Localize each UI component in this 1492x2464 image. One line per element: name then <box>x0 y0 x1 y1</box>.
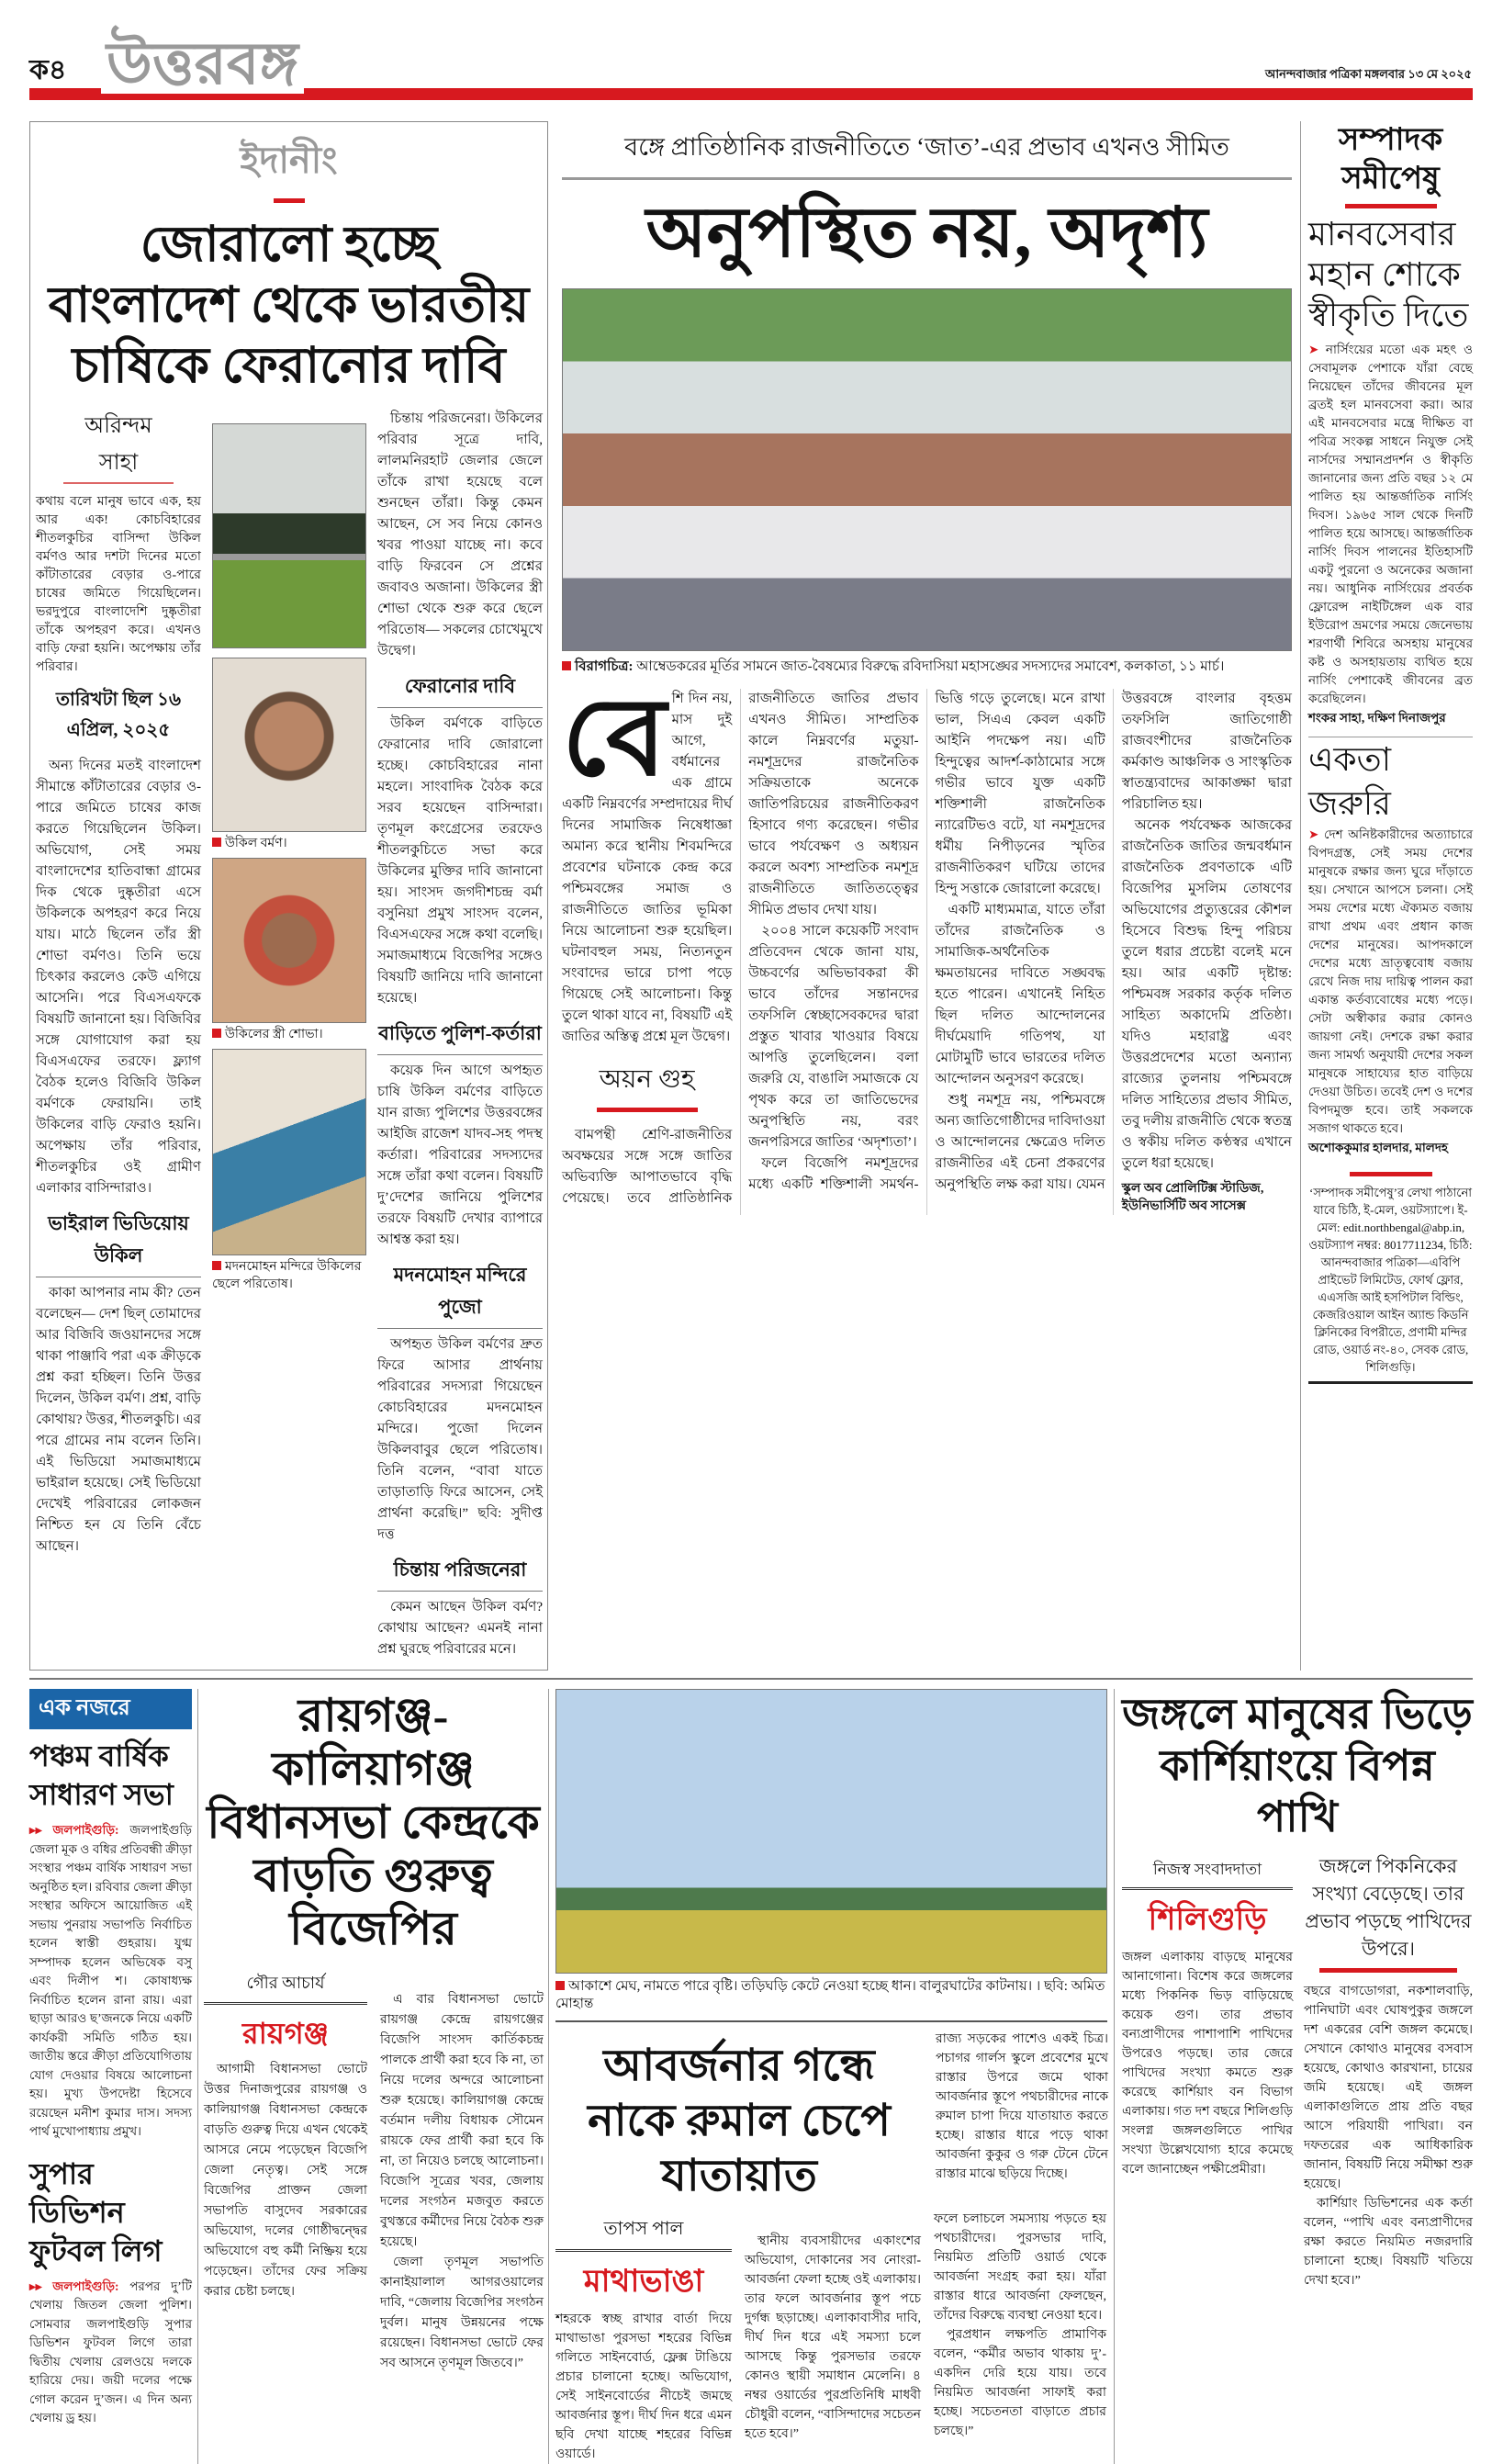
dateline-location: ▸▸ জলপাইগুড়ি: <box>29 2278 119 2293</box>
photo-caption: উকিলের স্ত্রী শোভা। <box>212 1026 366 1043</box>
headline: রায়গঞ্জ-কালিয়াগঞ্জ বিধানসভা কেন্দ্রকে বাড়তি গুরুত্ব বিজেপির <box>207 1690 540 1954</box>
paragraph: ২০০৪ সালে কয়েকটি সংবাদ প্রতিবেদন থেকে জানা যায়, উচ্চবর্ণের অভিভাবকরা কী ভাবে তাঁদের সন্তানদের তফসিলি স্বেচ্ছাসেবকদের দ্বারা প্রস্তুত খাবার খাওয়ার বিষয়ে আপত্তি তুলেছিলেন। বলা জরুরি যে, বাঙালি সমাজকে যে পৃথক করে তা জাতিভেদের অনুপস্থিতি নয়, বরং জনপরিসরে জাতির ‘অদৃশ্যতা’। <box>748 924 919 1150</box>
arrow-icon: ➤ <box>1308 827 1325 841</box>
paragraph: রাজ্য সড়কের পাশেও একই চিত্র। পচাগর গার্লস স্কুলে প্রবেশের মুখে রাস্তার উপরে জমে থাকা আবর্জনার স্তূপে পথচারীদের নাকে রুমাল চাপা দিয়ে যাতায়াত করতে হচ্ছে। রাস্তার ধারে পড়ে থাকা আবর্জনা কুকুর ও গরু টেনে টেনে রাস্তার মাঝে ছড়িয়ে দিচ্ছে। <box>936 2032 1108 2181</box>
wife-photo <box>212 858 366 1023</box>
left-column <box>36 409 201 1660</box>
birds-article <box>1115 1689 1473 2464</box>
paragraph: কয়েক দিন আগে অপহৃত চাষি উকিল বর্মণের বাড়িতে যান রাজ্য পুলিশের উত্তরবঙ্গের আইজি রাজেশ যাদব-সহ পদস্থ কর্তারা। পরিবারের সদস্যদের সঙ্গে তাঁরা কথা বলেন। বিষয়টি দু’দেশের জানিয়ে পুলিশের তরফে বিষয়টি দেখার ব্যাপারে আশ্বস্ত করা হয়। <box>377 1063 543 1247</box>
paragraph: একটি মাধ্যমমাত্র, যাতে তাঁরা তাঁদের রাজনৈতিক ও সামাজিক-অর্থনৈতিক ক্ষমতায়নের দাবিতে সঙ্ঘবদ্ধ হতে পারেন। এখানেই নিহিত ছিল দলিত আন্দোলনের দীর্ঘমেয়াদি গতিপথ, যা মোটামুটি ভাবে ভারতের দলিত আন্দোলন অনুসরণ করেছে। <box>935 903 1105 1086</box>
headline: আবর্জনার গন্ধে নাকে রুমাল চেপে যাতায়াত <box>588 2042 891 2200</box>
paragraph: এ বার বিধানসভা ভোটে রায়গঞ্জ কেন্দ্রে রায়গঞ্জের বিজেপি সাংসদ কার্তিকচন্দ্র পালকে প্রার্থী করা হবে কি না, তা নিয়ে দলের অন্দরে আলোচনা শুরু হয়েছে। কালিয়াগঞ্জ কেন্দ্রে বর্তমান দলীয় বিধায়ক সৌমেন রায়কে ফের প্রার্থী করা হবে কি না, তা নিয়েও চলছে আলোচনা। বিজেপি সূত্রের খবর, জেলায় দলের সংগঠন মজবুত করতে বুথস্তরে কর্মীদের নিয়ে বৈঠক শুরু হয়েছে। <box>380 1993 544 2249</box>
photo-caption: আকাশে মেঘ, নামতে পারে বৃষ্টি। তড়িঘড়ি কেটে নেওয়া হচ্ছে ধান। বালুরঘাটের কাটনায়। । ছবি: অমিত মোহান্ত <box>555 1979 1105 2011</box>
place: রায়গঞ্জ <box>241 2017 330 2050</box>
top-section <box>29 121 1473 1671</box>
paragraph: কার্শিয়াং ডিভিশনের এক কর্তা বলেন, “পাখি এবং বন্যপ্রাণীদের রক্ষা করতে নিয়মিত নজরদারি চালানো হচ্ছে। বিষয়টি খতিয়ে দেখা হবে।” <box>1304 2197 1473 2288</box>
submission-info: ‘সম্পাদক সমীপেষু’র লেখা পাঠানো যাবে চিঠি, ই-মেল, ওয়টস্যাপে। ই-মেল: edit.northbengal@abp.in, ওয়টস্যাপ নম্বর: 8017711234, চিঠি: আনন্দবাজার পত্রিকা—এবিপি প্রাইভেট লিমিটেড, ফোর্থ ফ্লোর, এএসজি আই হসপিটাল বিল্ডিং, কেজরিওয়াল আইন অ্যান্ড কিডনি ক্লিনিকের বিপরীতে, প্রণামী মন্দির রোড, ওয়ার্ড নং-৪০, সেবক রোড, শিলিগুড়ি। <box>1308 1184 1473 1384</box>
page-body <box>29 121 1473 2464</box>
section-divider <box>29 1678 1473 1680</box>
divider <box>555 2020 1107 2022</box>
section-label: ইদানীং <box>240 140 338 181</box>
page-number: ক৪ <box>29 55 67 85</box>
letter-title: একতা জরুরি <box>1308 737 1473 826</box>
subhead: চিন্তায় পরিজনেরা <box>377 1555 543 1592</box>
place: শিলিগুড়ি <box>1148 1903 1267 1937</box>
paragraph: উকিল বর্মণকে বাড়িতে ফেরানোর দাবি জোরালো হচ্ছে। কোচবিহারের নানা মহলে। সাংবাদিক বৈঠক করে সরব হয়েছেন বাসিন্দারা। তৃণমূল কংগ্রেসের তরফেও শীতলকুচিতে সভা করে উকিলের মুক্তির দাবি জানানো হয়। সাংসদ জগদীশচন্দ্র বর্মা বসুনিয়া প্রমুখ সাংসদ বলেন, বিএসএফের সঙ্গে কথা বলেছি। সমাজমাধ্যমে বিজেপির সঙ্গেও বিষয়টি জানিয়ে দাবি জানানো হয়েছে। <box>377 716 543 1006</box>
intro: কথায় বলে মানুষ ভাবে এক, হয় আর এক! কোচবিহারের শীতলকুচির বাসিন্দা উকিল বর্মণও আর দশটা দিনের মতো কাঁটাতারের বেড়ার ও-পারে চাষের জমিতে গিয়েছিলেন। ভরদুপুরে বাংলাদেশি দুষ্কৃতীরা তাঁকে অপহরণ করে। এখনও বাড়ি ফেরা হয়নি। অপেক্ষায় তাঁর পরিবার। <box>36 495 201 674</box>
article-body <box>562 678 1292 1215</box>
subhead: ভাইরাল ভিডিয়োয় উকিল <box>36 1209 201 1277</box>
photo-and-garbage <box>549 1689 1115 2464</box>
idanin-article <box>29 121 548 1671</box>
place: মাথাভাঙা <box>583 2265 704 2299</box>
paragraph: ফলে চলাচলে সমস্যায় পড়তে হয় পথচারীদের। পুরসভার দাবি, নিয়মিত প্রতিটি ওয়ার্ড থেকে আবর্জনা সংগ্রহ করা হয়। যাঁরা রাস্তার ধারে আবর্জনা ফেলছেন, তাঁদের বিরুদ্ধে ব্যবস্থা নেওয়া হবে। <box>934 2212 1106 2323</box>
brief-headline: পঞ্চম বার্ষিক সাধারণ সভা <box>29 1739 174 1811</box>
letter-signature: অশোককুমার হালদার, মালদহ <box>1308 1141 1449 1154</box>
paragraph: আগামী বিধানসভা ভোটে উত্তর দিনাজপুরের রায়গঞ্জ ও কালিয়াগঞ্জ বিধানসভা কেন্দ্রকে বাড়তি গুরুত্ব দিয়ে এখন থেকেই আসরে নেমে পড়েছেন বিজেপি জেলা নেতৃত্ব। সেই সঙ্গে বিজেপির প্রাক্তন জেলা সভাপতি বাসুদেব সরকারের অভিযোগ, দলের গোষ্ঠীদ্বন্দ্বের অভিযোগে বহু কর্মী নিষ্ক্রিয় হয়ে পড়েছেন। তাঁদের ফের সক্রিয় করার চেষ্টা চলছে। <box>204 2063 367 2299</box>
garbage-article <box>555 2030 1107 2464</box>
byline: তাপস পাল <box>555 2215 732 2252</box>
arrow-icon: ➤ <box>1308 343 1326 356</box>
ukil-barman-photo <box>212 658 366 832</box>
raiganj-article <box>198 1689 549 2464</box>
letter-signature: শংকর সাহা, দক্ষিণ দিনাজপুর <box>1308 711 1446 725</box>
rally-photo <box>562 288 1292 651</box>
byline: নিজস্ব সংবাদদাতা <box>1122 1858 1293 1890</box>
dateline-location: ▸▸ জলপাইগুড়ি: <box>29 1823 119 1837</box>
author-credit: স্কুল অব প্রোলিটিক্স স্টাডিজ, ইউনিভার্সিটি অব সাসেক্স <box>1121 1182 1264 1213</box>
pull-quote: জঙ্গলে পিকনিকের সংখ্যা বেড়েছে। তার প্রভাব পড়ছে পাখিদের উপরে। <box>1305 1855 1472 1960</box>
photo-caption: উকিল বর্মণ। <box>212 835 366 852</box>
letter-body: দেশ অনিষ্টকারীদের অত্যাচারে বিপদগ্রস্ত, সেই সময় দেশের মানুষকে রক্ষার জন্য ঘুরে দাঁড়াতে হয়। সেখানে আপসে চলনা। সেই সময় দেশের মধ্যে ঐক্যমত বজায় রাখা প্রথম এবং প্রধান কাজ দেশের মানুষের। আপদকালে দেশের মধ্যে ভ্রাতৃত্ববোধ বজায় রেখে নিজ দায় দায়িত্ব পালন করা একান্ত কর্তব্যবোধের মধ্যে পড়ে। সেটা অস্বীকার করার কোনও জায়গা নেই। দেশকে রক্ষা করার জন্য সামর্থ্য অনুযায়ী দেশের সকল মানুষকে সাহায্যের হাত বাড়িয়ে দেওয়া উচিত। তবেই দেশ ও দশের বিপদমুক্ত হবে। তাই সকলকে সজাগ থাকতে হবে। <box>1308 827 1474 1135</box>
headline: অনুপস্থিত নয়, অদৃশ্য <box>645 195 1208 272</box>
paragraph: স্থানীয় ব্যবসায়ীদের একাংশের অভিযোগ, দোকানের সব নোংরা-আবর্জনা ফেলা হচ্ছে ওই এলাকায়। তার ফলে আবর্জনার স্তূপ পচে দুর্গন্ধ ছড়াচ্ছে। এলাকাবাসীর দাবি, দীর্ঘ দিন ধরে এই সমস্যা চলে আসছে কিন্তু পুরসভার তরফে কোনও স্থায়ী সমাধান মেলেনি। ৪ নম্বর ওয়ার্ডের পুরপ্রতিনিধি মাধবী চৌধুরী বলেন, “বাসিন্দাদের সচেতন হতে হবে।” <box>745 2234 921 2441</box>
headline: জঙ্গলে মানুষের ভিড়ে কার্শিয়াংয়ে বিপন্ন পাখি <box>1122 1691 1473 1840</box>
subhead: মদনমোহন মন্দিরে পুজো <box>377 1260 543 1329</box>
paragraph: জঙ্গল এলাকায় বাড়ছে মানুষের আনাগোনা। বিশেষ করে জঙ্গলের মধ্যে পিকনিক ভিড় বাড়িয়েছে কয়েক গুণ। তার প্রভাব বন্যপ্রাণীদের পাশাপাশি পাখিদের উপরেও পড়ছে। তার জেরে পাখিদের সংখ্যা কমতে শুরু করেছে কার্শিয়াং বন বিভাগ এলাকায়। গত দশ বছরে শিলিগুড়ি সংলগ্ন জঙ্গলগুলিতে পাখির সংখ্যা উল্লেখযোগ্য হারে কমেছে বলে জানাচ্ছেন পক্ষীপ্রেমীরা। <box>1122 1951 1293 2177</box>
headline: জোরালো হচ্ছে বাংলাদেশ থেকে ভারতীয় চাষিকে ফেরানোর দাবি <box>48 217 530 393</box>
photo-caption: মদনমোহন মন্দিরে উকিলের ছেলে পরিতোষ। <box>212 1260 362 1291</box>
briefs-column <box>29 1689 198 2464</box>
bottom-section <box>29 1689 1473 2464</box>
paragraph: চিন্তায় পরিজনেরা। উকিলের পরিবার সূত্রে দাবি, লালমনিরহাট জেলার জেলে তাঁকে রাখা হয়েছে বলে শুনছেন তাঁরা। কিন্তু কেমন আছেন, সে সব নিয়ে কোনও খবর পাওয়া যাচ্ছে না। কবে বাড়ি ফিরবেন সে প্রশ্নের জবাবও অজানা। উকিলের স্ত্রী শোভা থেকে শুরু করে ছেলে পরিতোষ— সকলের চোখেমুখে উদ্বেগ। <box>377 411 543 658</box>
brief-headline: সুপার ডিভিশন ফুটবল লিগ <box>29 2156 163 2267</box>
section-label: এক নজরে <box>29 1689 192 1729</box>
section-logo: উত্তরবঙ্গ <box>101 35 304 94</box>
byline: গৌর আচার্য <box>204 1970 367 2005</box>
dateline: আনন্দবাজার পত্রিকা মঙ্গলবার ১৩ মে ২০২৫ <box>1265 67 1472 81</box>
letter-title: মানবসেবার মহান শোকে স্বীকৃতি দিতে <box>1308 216 1469 333</box>
paddy-harvest-photo <box>555 1689 1107 1974</box>
right-column <box>377 409 543 1660</box>
paragraph: শি দিন নয়, মাস দুই আগে, বর্ধমানের এক গ্রামে একটি নিম্নবর্ণের সম্প্রদায়ের দীর্ঘ দিনের সামাজিক নিষেধাজ্ঞা অমান্য করে স্থানীয় শিবমন্দিরে প্রবেশের ঘটনাকে কেন্দ্র করে পশ্চিমবঙ্গের সমাজ ও রাজনীতিতে জাতির ভূমিকা নিয়ে আলোচনা শুরু হয়েছিল। ঘটনাবহুল সময়, নিত্যনতুন সংবাদের ভারে চাপা পড়ে গিয়েছে সেই আলোচনা। কিন্তু তুলে থাকা যাবে না, বিষয়টি এই জাতির অস্তিত্ব প্রশ্নে মূল উদ্বেগ। <box>562 692 733 1044</box>
photo-caption: বিরাগচিত্র: আম্বেডকরের মূর্তির সামনে জাত-বৈষম্যের বিরুদ্ধে রবিদাসিয়া মহাসঙ্ঘের সদস্যদের সমাবেশ, কলকাতা, ১১ মার্চ। <box>562 658 1292 676</box>
article-columns <box>30 401 547 1660</box>
paragraph: অন্য দিনের মতই বাংলাদেশ সীমান্তে কাঁটাতারের বেড়ার ও-পারে জমিতে চাষের কাজ করতে গিয়েছিলেন উকিল। অভিযোগ, সেই সময় বাংলাদেশের হাতিবান্ধা গ্রামের দিক থেকে দুষ্কৃতীরা এসে উকিলকে অপহরণ করে নিয়ে যায়। মাঠে ছিলেন তাঁর স্ত্রী শোভা বর্মণও। তিনি ভয়ে চিৎকার করলেও কেউ এগিয়ে আসেনি। পরে বিএসএফকে বিষয়টি জানানো হয়। বিজিবির সঙ্গে যোগাযোগ করা হয় বিএসএফের তরফে। ফ্ল্যাগ বৈঠক হলেও বিজিবি উকিল বর্মণকে ফেরায়নি। তাই উকিলের বাড়ি ফেরাও হয়নি। অপেক্ষায় তাঁর পরিবার, শীতলকুচির ওই গ্রামীণ এলাকার বাসিন্দারাও। <box>36 759 201 1196</box>
byline: অয়ন গুহ <box>599 1065 695 1094</box>
border-fence-photo <box>212 423 366 648</box>
main-article <box>562 121 1292 1671</box>
brief-body: জলপাইগুড়ি জেলা মূক ও বধির প্রতিবন্ধী ক্রীড়া সংস্থার পঞ্চম বার্ষিক সাধারণ সভা অনুষ্ঠিত হল। রবিবার জেলা ক্রীড়া সংস্থার অফিসে আয়োজিত এই সভায় পুনরায় সভাপতি নির্বাচিত হলেন স্বাস্তী গুহরায়। যুগ্ম সম্পাদক হলেন অভিষেক বসু এবং দিলীপ শ। কোষাধ্যক্ষ নির্বাচিত হলেন রানা রায়। এরা ছাড়া আরও ছ’জনকে নিয়ে একটি কার্যকরী সমিতি গঠিত হয়। জাতীয় স্তরে ক্রীড়া প্রতিযোগিতায় যোগ দেওয়ার বিষয়ে আলোচনা হয়। মুখ্য উপদেষ্টা হিসেবে রয়েছেন মনীশ কুমার দাস। সদস্য পার্থ মুখোপাধ্যায় প্রমুখ। <box>29 1823 192 2138</box>
subhead: বাড়িতে পুলিশ-কর্তারা <box>377 1018 543 1055</box>
paragraph: বামপন্থী শ্রেণি-রাজনীতির অবক্ষয়ের সঙ্গে সঙ্গে জাতির অভিব্যক্তি আপাতভাবে বৃদ্ধি পেয়েছে। তবে প্রাতিষ্ঠানিক রাজনীতিতে জাতির প্রভাব এখনও সীমিত। সাম্প্রতিক কালে নিম্নবর্ণের মতুয়া-নমশূদ্রদের রাজনৈতিক সক্রিয়তাকে অনেকে জাতিপরিচয়ের রাজনীতিকরণ হিসাবে গণ্য করেছেন। গভীর ভাবে পর্যবেক্ষণ ও অধ্যয়ন করলে অবশ্য সাম্প্রতিক নমশূদ্র রাজনীতিতে জাতিতত্ত্বের সীমিত প্রভাব দেখা যায়। <box>562 692 919 1206</box>
paragraph: বছরে বাগডোগরা, নকশালবাড়ি, পানিঘাটা এবং ঘোষপুকুর জঙ্গলে দশ একরের বেশি জঙ্গল কমেছে। সেখানে কোথাও মানুষের বসবাস হয়েছে, কোথাও কারখানা, চায়ের জমি হয়েছে। এই জঙ্গল এলাকাগুলিতে প্রায় প্রতি বছর আসে পরিযায়ী পাখিরা। বন দফতরের এক আধিকারিক জানান, বিষয়টি নিয়ে সমীক্ষা শুরু হয়েছে। <box>1304 1985 1473 2191</box>
photo-column <box>212 409 366 1660</box>
paragraph: শহরকে স্বচ্ছ রাখার বার্তা দিয়ে মাথাভাঙা পুরসভা শহরের বিভিন্ন গলিতে সাইনবোর্ড, ফ্লেক্স টাঙিয়ে প্রচার চালানো হচ্ছে। অভিযোগ, সেই সাইনবোর্ডের নীচেই জমছে আবর্জনার স্তূপ। দীর্ঘ দিন ধরে এমন ছবি দেখা যাচ্ছে শহরের বিভিন্ন ওয়ার্ডে। <box>555 2312 732 2461</box>
paragraph: কেমন আছেন উকিল বর্মণ? কোথায় আছেন? এমনই নানা প্রশ্ন ঘুরছে পরিবারের মনে। <box>377 1600 543 1657</box>
paragraph: অপহৃত উকিল বর্মণের দ্রুত ফিরে আসার প্রার্থনায় পরিবারের সদস্যরা গিয়েছেন কোচবিহারের মদনমোহন মন্দিরে। পুজো দিলেন উকিলবাবুর ছেলে পরিতোষ। তিনি বলেন, “বাবা যাতে তাড়াতাড়ি ফিরে আসেন, সেই প্রার্থনা করেছি।” ছবি: সুদীপ্ত দত্ত <box>377 1337 543 1542</box>
section-title: সম্পাদক সমীপেষু <box>1338 123 1443 196</box>
paragraph: শুধু নমশূদ্র নয়, পশ্চিমবঙ্গে অন্য জাতিগোষ্ঠীদের দাবিদাওয়া ও আন্দোলনের ক্ষেত্রেও দলিত রাজনীতির এই চেনা প্রকরণের অনুপস্থিতি লক্ষ করা যায়। যেমন উত্তরবঙ্গে বাংলার বৃহত্তম তফসিলি জাতিগোষ্ঠী রাজবংশীদের রাজনৈতিক কর্মকাণ্ড আঞ্চলিক ও সাংস্কৃতিক স্বাতন্ত্র্যবাদের আকাঙ্ক্ষা দ্বারা পরিচালিত হয়। <box>935 692 1292 1192</box>
paragraph: জেলা তৃণমূল সভাপতি কানাইয়ালাল আগরওয়ালের দাবি, “জেলায় বিজেপির সংগঠন দুর্বল। মানুষ উন্নয়নের পক্ষে রয়েছেন। বিধানসভা ভোটে ফের সব আসনে তৃণমূল জিতবে।” <box>380 2256 544 2370</box>
letter-body: নার্সিংয়ের মতো এক মহৎ ও সেবামূলক পেশাকে যাঁরা বেছে নিয়েছেন তাঁদের জীবনের মূল ব্রতই হল মানবসেবা করা। আর এই মানবসেবার মন্ত্রে দীক্ষিত বা পবিত্র সংকল্প সাধনে নিযুক্ত সেই নার্সদের সম্মানপ্রদর্শন ও স্বীকৃতি জানানোর জন্য প্রতি বছর ১২ মে পালিত হয় আন্তর্জাতিক নার্সিং দিবস। ১৯৬৫ সাল থেকে দিনটি পালিত হয়ে আসছে। আন্তর্জাতিক নার্সিং দিবস পালনের ইতিহাসটি একটু পুরনো ও অনেকের অজানা নয়। আধুনিক নার্সিংয়ের প্রবর্তক ফ্লোরেন্স নাইটিঙ্গেল এক বার ইউরোপ ভ্রমণের সময়ে জেনেভায় শরণার্থী শিবিরে অসহায় মানুষের কষ্ট ও অসহায়তায় ব্যথিত হয়ে নার্সিং পেশাকেই জীবনের ব্রত করেছিলেন। <box>1308 343 1473 705</box>
paragraph: পুরপ্রধান লক্ষপতি প্রামাণিক বলেন, “কর্মীর অভাব থাকায় দু’-একদিন দেরি হয়ে যায়। তবে নিয়মিত আবর্জনা সাফাই করা হচ্ছে। সচেতনতা বাড়াতে প্রচার চলছে।” <box>934 2328 1106 2438</box>
letters-column <box>1300 121 1473 1671</box>
subhead: ফেরানোর দাবি <box>377 671 543 708</box>
paragraph: অনেক পর্যবেক্ষক আজকের রাজনৈতিক জাতির জন্মবর্ধমান রাজনৈতিক প্রবণতাকে এটি বিজেপির মুসলিম তোষণের অভিযোগের প্রত্যুত্তরের কৌশল হিসেবে বিশুদ্ধ হিন্দু পরিচয় তুলে ধরার প্রচেষ্টা বলেই মনে হয়। আর একটি দৃষ্টান্ত: পশ্চিমবঙ্গ সরকার কর্তৃক দলিত সাহিত্য অকাদেমি প্রতিষ্ঠা। যদিও মহারাষ্ট্র এবং উত্তরপ্রদেশের মতো অন্যান্য রাজ্যের তুলনায় পশ্চিমবঙ্গে দলিত সাহিত্যের প্রভাব সীমিত, তবু দলীয় রাজনীতি থেকে স্বতন্ত্র ও স্বকীয় দলিত কণ্ঠস্বর এখানে তুলে ধরা হয়েছে। <box>1121 818 1292 1171</box>
drop-cap: বে <box>562 678 667 798</box>
temple-photo <box>212 1049 366 1255</box>
subhead: তারিখটা ছিল ১৬ এপ্রিল, ২০২৫ <box>55 690 182 740</box>
byline: অরিন্দম সাহা <box>63 409 174 484</box>
paragraph: কাকা আপনার নাম কী? তেন বলেছেন— দেশ ছিল্‌ তোমাদের আর বিজিবি জওয়ানদের সঙ্গে থাকা পাঞ্জাবি পরা এক ক্রীড়কে প্রশ্ন করা হচ্ছিল। তিনি উত্তর দিলেন, উকিল বর্মণ। প্রশ্ন, বাড়ি কোথায়? উত্তর, শীতলকুচি। এর পরে গ্রামের নাম বলেন তিনি। এই ভিডিয়ো সমাজমাধ্যমে ভাইরাল হয়েছে। সেই ভিডিয়ো দেখেই পরিবারের লোকজন নিশ্চিত হন যে তিনি বেঁচে আছেন। <box>36 1286 201 1554</box>
brief-body: পরপর দু’টি খেলায় জিতল জেলা পুলিশ। সোমবার জলপাইগুড়ি সুপার ডিভিশন ফুটবল লিগে তারা দ্বিতীয় খেলায় রেলওয়ে দলকে হারিয়ে দেয়। জয়ী দলের পক্ষে গোল করেন দু’জন। এ দিন অন্য খেলায় ড্র হয়। <box>29 2278 192 2425</box>
kicker: বঙ্গে প্রাতিষ্ঠানিক রাজনীতিতে ‘জাত’-এর প্রভাব এখনও সীমিত <box>562 121 1292 180</box>
paragraph: ফলে বিজেপি নমশূদ্রদের মধ্যে একটি শক্তিশালী সমর্থন-ভিত্তি গড়ে তুলেছে। মনে রাখা ভাল, সিএএ কেবল একটি আইনি পদক্ষেপ নয়। এটি হিন্দুত্বের আদর্শ-কাঠামোর সঙ্গে গভীর ভাবে যুক্ত একটি শক্তিশালী রাজনৈতিক ন্যারেটিভও বটে, যা নমশূদ্রদের ধর্মীয় নিপীড়নের স্মৃতির রাজনীতিকরণ ঘটিয়ে তাদের হিন্দু সত্তাকে জোরালো করেছে। <box>748 692 1105 1192</box>
